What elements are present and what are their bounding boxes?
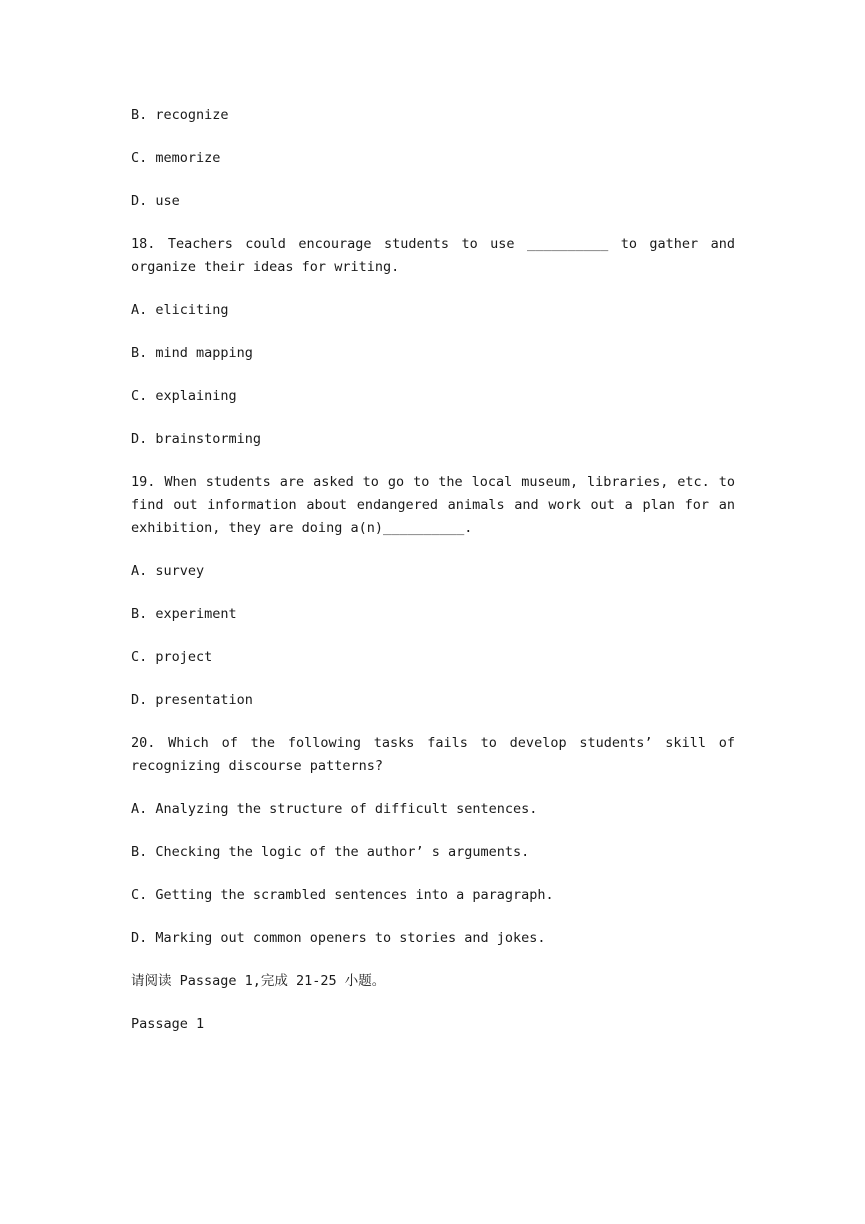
q17-option-d: D. use [131,193,180,209]
q19-option-a: A. survey [131,563,205,579]
q20-stem: 20. Which of the following tasks fails to develop students’ skill of recognizing discourse patterns? [131,735,744,774]
q19-stem: 19. When students are asked to go to the local museum, libraries, etc. to find out information about endangered animals and work out a plan for an exhibition, they are doing a(n)__________. [131,474,744,536]
q18-option-a: A. eliciting [131,302,229,318]
q17-option-b: B. recognize [131,107,229,123]
q20-option-b: B. Checking the logic of the author’ s arguments. [131,844,530,860]
q18-stem: 18. Teachers could encourage students to use __________ to gather and organize their ideas for writing. [131,236,744,275]
q18-option-b: B. mind mapping [131,345,253,361]
q20-option-a: A. Analyzing the structure of difficult sentences. [131,801,538,817]
reading-instruction: 请阅读 Passage 1,完成 21-25 小题。 [131,973,386,989]
q20-option-d: D. Marking out common openers to stories and jokes. [131,930,546,946]
passage-heading: Passage 1 [131,1016,205,1032]
q18-option-c: C. explaining [131,388,237,404]
q17-option-c: C. memorize [131,150,221,166]
q19-option-d: D. presentation [131,692,253,708]
q20-option-c: C. Getting the scrambled sentences into a paragraph. [131,887,554,903]
document-page [131,104,744,1056]
q18-option-d: D. brainstorming [131,431,262,447]
q19-option-c: C. project [131,649,213,665]
q19-option-b: B. experiment [131,606,237,622]
